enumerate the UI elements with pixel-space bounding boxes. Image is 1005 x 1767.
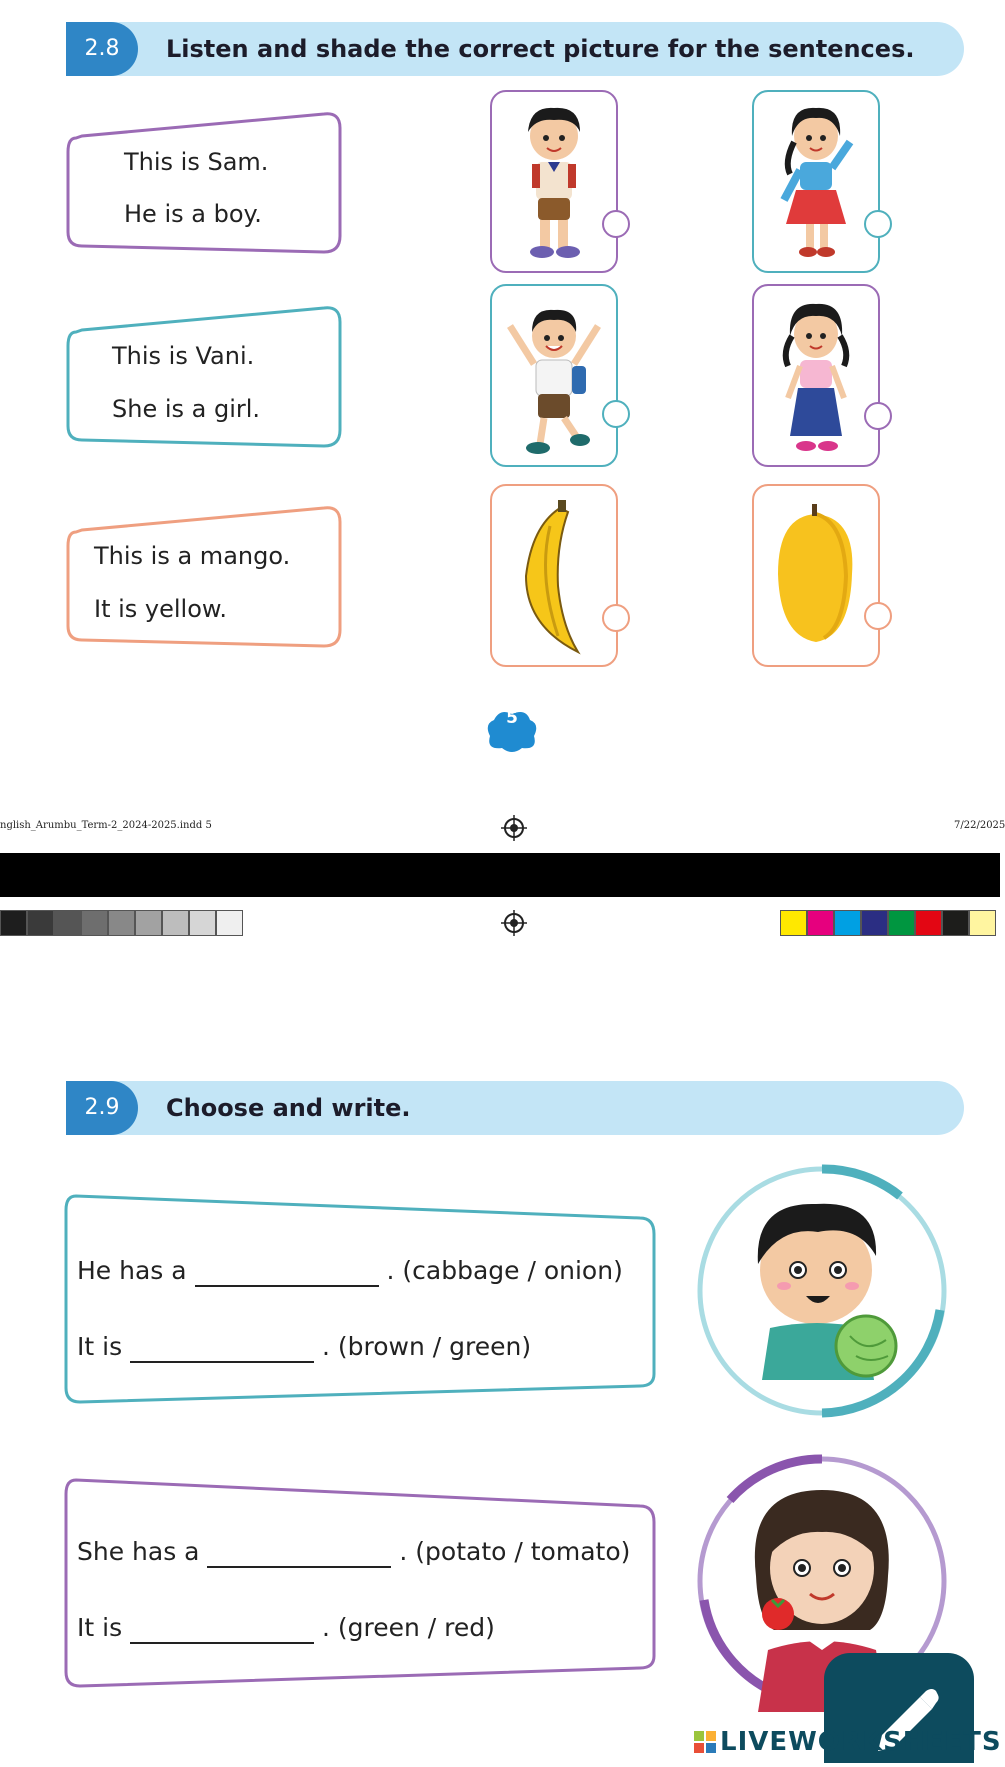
print-file-info: nglish_Arumbu_Term-2_2024-2025.indd 5 xyxy=(0,820,212,831)
sentence-box-sam xyxy=(62,108,346,256)
sentence-prefix: He has a xyxy=(77,1256,187,1285)
liveworksheets-logo-text: LIVEWORKSHEETS xyxy=(720,1727,1002,1757)
sentence-line xyxy=(77,1537,630,1568)
banana-icon xyxy=(492,486,616,666)
sentence-line: He is a boy. xyxy=(124,200,262,228)
sentence-line: This is a mango. xyxy=(94,542,291,570)
answer-input[interactable] xyxy=(195,1257,379,1287)
sentence-choices: . (potato / tomato) xyxy=(399,1537,631,1566)
write-box-tomato xyxy=(62,1474,658,1692)
answer-input[interactable] xyxy=(207,1538,391,1568)
picture-card-banana[interactable] xyxy=(490,484,618,667)
girl-waving-icon xyxy=(754,92,878,272)
shade-circle[interactable] xyxy=(864,602,892,630)
answer-input[interactable] xyxy=(130,1333,314,1363)
registration-mark-icon xyxy=(501,910,527,936)
answer-input[interactable] xyxy=(130,1614,314,1644)
sentence-line: This is Vani. xyxy=(112,342,255,370)
page-number-badge xyxy=(484,708,540,754)
sentence-line: She is a girl. xyxy=(112,395,261,423)
sentence-line xyxy=(77,1332,531,1363)
section-title: Listen and shade the correct picture for the sentences. xyxy=(166,35,915,63)
sentence-box-mango xyxy=(62,502,346,650)
picture-card-girl-vani[interactable] xyxy=(752,284,880,467)
sentence-prefix: She has a xyxy=(77,1537,200,1566)
sentence-prefix: It is xyxy=(77,1332,123,1361)
sentence-choices: . (green / red) xyxy=(322,1613,495,1642)
shade-circle[interactable] xyxy=(602,604,630,632)
write-box-cabbage xyxy=(62,1190,658,1408)
sentence-box-vani xyxy=(62,302,346,450)
grayscale-calibration-bar xyxy=(0,910,243,936)
mango-icon xyxy=(754,486,878,666)
shade-circle[interactable] xyxy=(602,210,630,238)
sentence-choices: . (brown / green) xyxy=(322,1332,532,1361)
page-divider xyxy=(0,853,1000,897)
girl-vani-icon xyxy=(754,286,878,466)
color-calibration-bar xyxy=(780,910,996,936)
sentence-prefix: It is xyxy=(77,1613,123,1642)
liveworksheets-logo xyxy=(694,1727,1002,1757)
sentence-line xyxy=(77,1256,623,1287)
picture-card-boy-schoolbag[interactable] xyxy=(490,284,618,467)
section-title: Choose and write. xyxy=(166,1094,411,1122)
shade-circle[interactable] xyxy=(864,210,892,238)
picture-card-girl-waving[interactable] xyxy=(752,90,880,273)
section-number: 2.9 xyxy=(66,1081,138,1135)
sentence-line: This is Sam. xyxy=(124,148,269,176)
boy-sam-icon xyxy=(492,92,616,272)
shade-circle[interactable] xyxy=(602,400,630,428)
sentence-line xyxy=(77,1613,495,1644)
registration-mark-icon xyxy=(501,815,527,841)
boy-with-cabbage-icon xyxy=(690,1160,954,1422)
print-date: 7/22/2025 xyxy=(954,820,1005,831)
picture-card-mango[interactable] xyxy=(752,484,880,667)
sentence-line: It is yellow. xyxy=(94,595,227,623)
sentence-choices: . (cabbage / onion) xyxy=(386,1256,623,1285)
page-number: 5 xyxy=(506,708,518,728)
section-number: 2.8 xyxy=(66,22,138,76)
picture-card-boy-sam[interactable] xyxy=(490,90,618,273)
liveworksheets-logo-icon xyxy=(694,1731,716,1753)
boy-schoolbag-icon xyxy=(492,286,616,466)
shade-circle[interactable] xyxy=(864,402,892,430)
